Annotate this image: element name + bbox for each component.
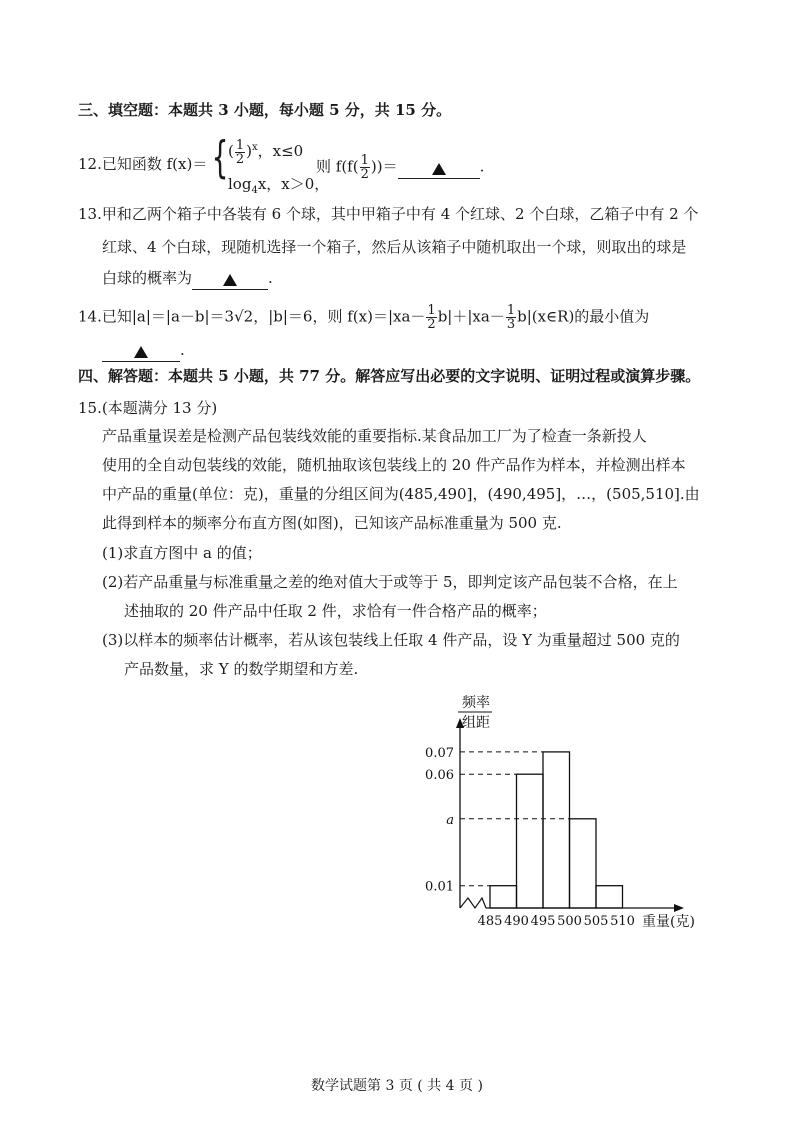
- q15-sub-3a: (3)以样本的频率估计概率，若从该包装线上任取 4 件产品，设 Y 为重量超过 500 克的: [102, 631, 680, 649]
- histogram-bar: [596, 886, 623, 908]
- section-3-header: 三、填空题：本题共 3 小题，每小题 5 分，共 15 分。: [78, 101, 452, 119]
- histogram-bar: [570, 819, 597, 908]
- x-axis-arrow: [674, 904, 684, 912]
- triangle-icon: [134, 346, 148, 358]
- x-tick-label: 500: [557, 914, 582, 929]
- section-4-header: 四、解答题：本题共 5 小题，共 77 分。解答应写出必要的文字说明、证明过程或演算步骤。: [78, 367, 701, 385]
- q13-line-3: 白球的概率为 .: [102, 268, 273, 290]
- q14-line-1: 14.已知|a|＝|a－b|＝3√2，|b|＝6，则 f(x)＝|xa－ $\frac{1}{2}$ b|＋|xa－ $\frac{1}{3}$ b|(x∈R)的最小值为: [78, 303, 650, 332]
- q15-sub-2b: 述抽取的 20 件产品中任取 2 件，求恰有一件合格产品的概率；: [124, 602, 547, 620]
- q15-sub-1: (1)求直方图中 a 的值；: [102, 544, 262, 562]
- y-label-bottom: 组距: [462, 715, 490, 731]
- triangle-icon: [223, 274, 237, 286]
- q12-case1: ( $\frac{1}{2}$ )$^x$，x≤0: [228, 137, 304, 167]
- x-tick-label: 505: [583, 914, 609, 929]
- x-tick-label: 510: [610, 914, 635, 929]
- x-axis-break: [460, 898, 486, 908]
- q15-para-2: 使用的全自动包装线的效能，随机抽取该包装线上的 20 件产品作为样本，并检测出样本: [102, 456, 686, 474]
- q15-para-4: 此得到样本的频率分布直方图(如图)，已知该产品标准重量为 500 克.: [102, 514, 562, 532]
- y-tick-label: 0.01: [425, 879, 454, 895]
- q14-answer-blank[interactable]: [102, 343, 180, 362]
- x-tick-label: 485: [477, 914, 503, 929]
- histogram-bar: [490, 886, 517, 908]
- frequency-histogram: [410, 690, 710, 940]
- q15-para-3: 中产品的重量(单位：克)，重量的分组区间为(485,490]，(490,495]，…，(505,510].由: [102, 485, 700, 503]
- q15-sub-2a: (2)若产品重量与标准重量之差的绝对值大于或等于 5，即判定该产品包装不合格，在上: [102, 573, 678, 591]
- x-tick-label: 495: [530, 914, 556, 929]
- y-tick-label: 0.07: [425, 745, 454, 761]
- q13-line-2: 红球、4 个白球，现随机选择一个箱子，然后从该箱子中随机取出一个球，则取出的球是: [102, 238, 687, 256]
- page-footer: 数学试题第 3 页 ( 共 4 页 ): [311, 1078, 483, 1094]
- q12-lead: 12.已知函数 f(x)＝: [78, 155, 208, 173]
- q15-para-1: 产品重量误差是检测产品包装线效能的重要指标.某食品加工厂为了检查一条新投人: [102, 427, 647, 445]
- y-label-top: 频率: [462, 695, 490, 711]
- q15-title: 15.(本题满分 13 分): [78, 399, 218, 417]
- histogram-bar: [517, 774, 544, 908]
- q12-answer-blank[interactable]: [398, 160, 480, 179]
- x-axis-label: 重量(克): [642, 914, 695, 930]
- q12-question: 则 f(f( $\frac{1}{2}$ ))＝ .: [316, 153, 485, 182]
- triangle-icon: [432, 163, 446, 175]
- piecewise-brace: {: [211, 132, 229, 183]
- q15-sub-3b: 产品数量，求 Y 的数学期望和方差.: [124, 660, 359, 678]
- y-tick-label: a: [446, 812, 454, 828]
- x-tick-label: 490: [504, 914, 529, 929]
- q12-case2: $\log_4x$，x＞0，: [228, 175, 330, 196]
- q13-answer-blank[interactable]: [192, 271, 268, 290]
- q14-line-2: .: [102, 340, 185, 362]
- y-tick-label: 0.06: [425, 768, 454, 784]
- histogram-bar: [543, 752, 570, 908]
- q13-line-1: 13.甲和乙两个箱子中各装有 6 个球，其中甲箱子中有 4 个红球、2 个白球，乙箱子中有 2 个: [78, 205, 699, 223]
